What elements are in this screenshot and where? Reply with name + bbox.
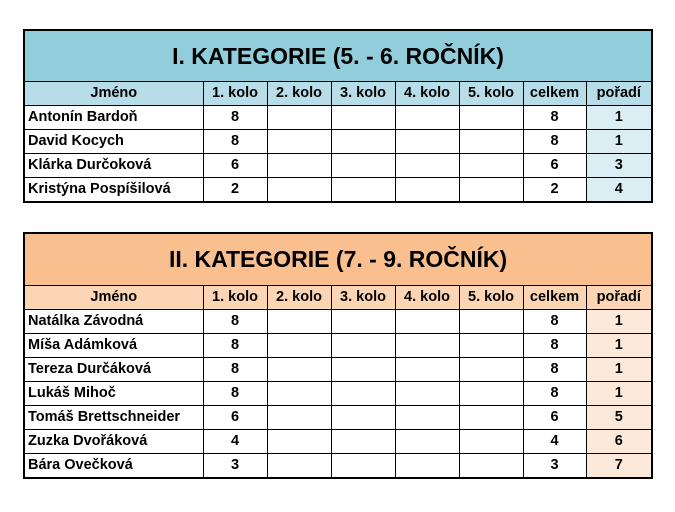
total-cell: 6 [523,406,586,430]
header-round-5: 5. kolo [459,286,523,310]
round-2-cell [267,406,331,430]
round-2-cell [267,178,331,203]
round-3-cell [331,358,395,382]
header-round-2: 2. kolo [267,286,331,310]
table-row [24,130,652,154]
round-1-cell: 4 [203,430,267,454]
round-2-cell [267,334,331,358]
round-1-cell: 6 [203,154,267,178]
round-1-cell: 8 [203,334,267,358]
round-4-cell [395,310,459,334]
total-cell: 4 [523,430,586,454]
total-cell: 8 [523,358,586,382]
round-2-cell [267,130,331,154]
round-5-cell [459,358,523,382]
header-rank: pořadí [586,286,652,310]
round-3-cell [331,106,395,130]
table-row [24,430,652,454]
rank-cell: 6 [586,430,652,454]
round-3-cell [331,382,395,406]
rank-cell: 1 [586,358,652,382]
header-name: Jméno [24,82,203,106]
round-5-cell [459,178,523,203]
table-row [24,310,652,334]
round-1-cell: 8 [203,310,267,334]
header-name: Jméno [24,286,203,310]
round-1-cell: 8 [203,130,267,154]
table-row [24,178,652,203]
rank-cell: 1 [586,334,652,358]
header-round-1: 1. kolo [203,286,267,310]
round-1-cell: 3 [203,454,267,479]
round-3-cell [331,310,395,334]
category-2-body [24,310,652,479]
round-3-cell [331,178,395,203]
round-4-cell [395,130,459,154]
round-4-cell [395,178,459,203]
rank-cell: 5 [586,406,652,430]
student-name-cell: Kristýna Pospíšilová [24,178,203,203]
student-name-cell: Natálka Závodná [24,310,203,334]
category-1-header-row [24,82,652,106]
category-1-table [23,29,653,203]
round-5-cell [459,430,523,454]
round-5-cell [459,106,523,130]
round-2-cell [267,358,331,382]
total-cell: 8 [523,130,586,154]
round-2-cell [267,430,331,454]
student-name-cell: Zuzka Dvořáková [24,430,203,454]
total-cell: 8 [523,310,586,334]
round-1-cell: 2 [203,178,267,203]
total-cell: 8 [523,334,586,358]
rank-cell: 1 [586,310,652,334]
category-2-header-row [24,286,652,310]
table-row [24,106,652,130]
round-3-cell [331,154,395,178]
header-round-2: 2. kolo [267,82,331,106]
header-round-1: 1. kolo [203,82,267,106]
rank-cell: 1 [586,130,652,154]
student-name-cell: Klárka Durčoková [24,154,203,178]
round-4-cell [395,430,459,454]
round-4-cell [395,154,459,178]
header-rank: pořadí [586,82,652,106]
round-3-cell [331,334,395,358]
rank-cell: 1 [586,382,652,406]
header-total: celkem [523,286,586,310]
round-2-cell [267,154,331,178]
round-5-cell [459,154,523,178]
round-1-cell: 8 [203,358,267,382]
rank-cell: 7 [586,454,652,479]
round-5-cell [459,454,523,479]
header-round-3: 3. kolo [331,82,395,106]
round-2-cell [267,382,331,406]
round-4-cell [395,334,459,358]
round-2-cell [267,310,331,334]
header-round-5: 5. kolo [459,82,523,106]
round-5-cell [459,310,523,334]
student-name-cell: Antonín Bardoň [24,106,203,130]
student-name-cell: Lukáš Mihoč [24,382,203,406]
student-name-cell: Bára Ovečková [24,454,203,479]
round-3-cell [331,454,395,479]
table-row [24,334,652,358]
rank-cell: 3 [586,154,652,178]
student-name-cell: Míša Adámková [24,334,203,358]
category-1-body [24,106,652,203]
round-4-cell [395,406,459,430]
table-row [24,382,652,406]
round-4-cell [395,454,459,479]
category-2-title: II. KATEGORIE (7. - 9. ROČNÍK) [24,233,652,286]
round-3-cell [331,406,395,430]
round-5-cell [459,406,523,430]
total-cell: 8 [523,106,586,130]
total-cell: 8 [523,382,586,406]
round-3-cell [331,130,395,154]
student-name-cell: Tomáš Brettschneider [24,406,203,430]
round-1-cell: 8 [203,382,267,406]
round-3-cell [331,430,395,454]
round-2-cell [267,454,331,479]
table-row [24,154,652,178]
total-cell: 2 [523,178,586,203]
round-1-cell: 6 [203,406,267,430]
header-total: celkem [523,82,586,106]
round-4-cell [395,358,459,382]
round-5-cell [459,130,523,154]
header-round-3: 3. kolo [331,286,395,310]
total-cell: 6 [523,154,586,178]
round-1-cell: 8 [203,106,267,130]
round-5-cell [459,382,523,406]
header-round-4: 4. kolo [395,286,459,310]
header-round-4: 4. kolo [395,82,459,106]
table-row [24,406,652,430]
round-4-cell [395,382,459,406]
category-1-title: I. KATEGORIE (5. - 6. ROČNÍK) [24,30,652,82]
student-name-cell: David Kocych [24,130,203,154]
rank-cell: 4 [586,178,652,203]
student-name-cell: Tereza Durčáková [24,358,203,382]
total-cell: 3 [523,454,586,479]
rank-cell: 1 [586,106,652,130]
table-row [24,358,652,382]
table-row [24,454,652,479]
round-2-cell [267,106,331,130]
category-2-table [23,232,653,479]
round-5-cell [459,334,523,358]
round-4-cell [395,106,459,130]
